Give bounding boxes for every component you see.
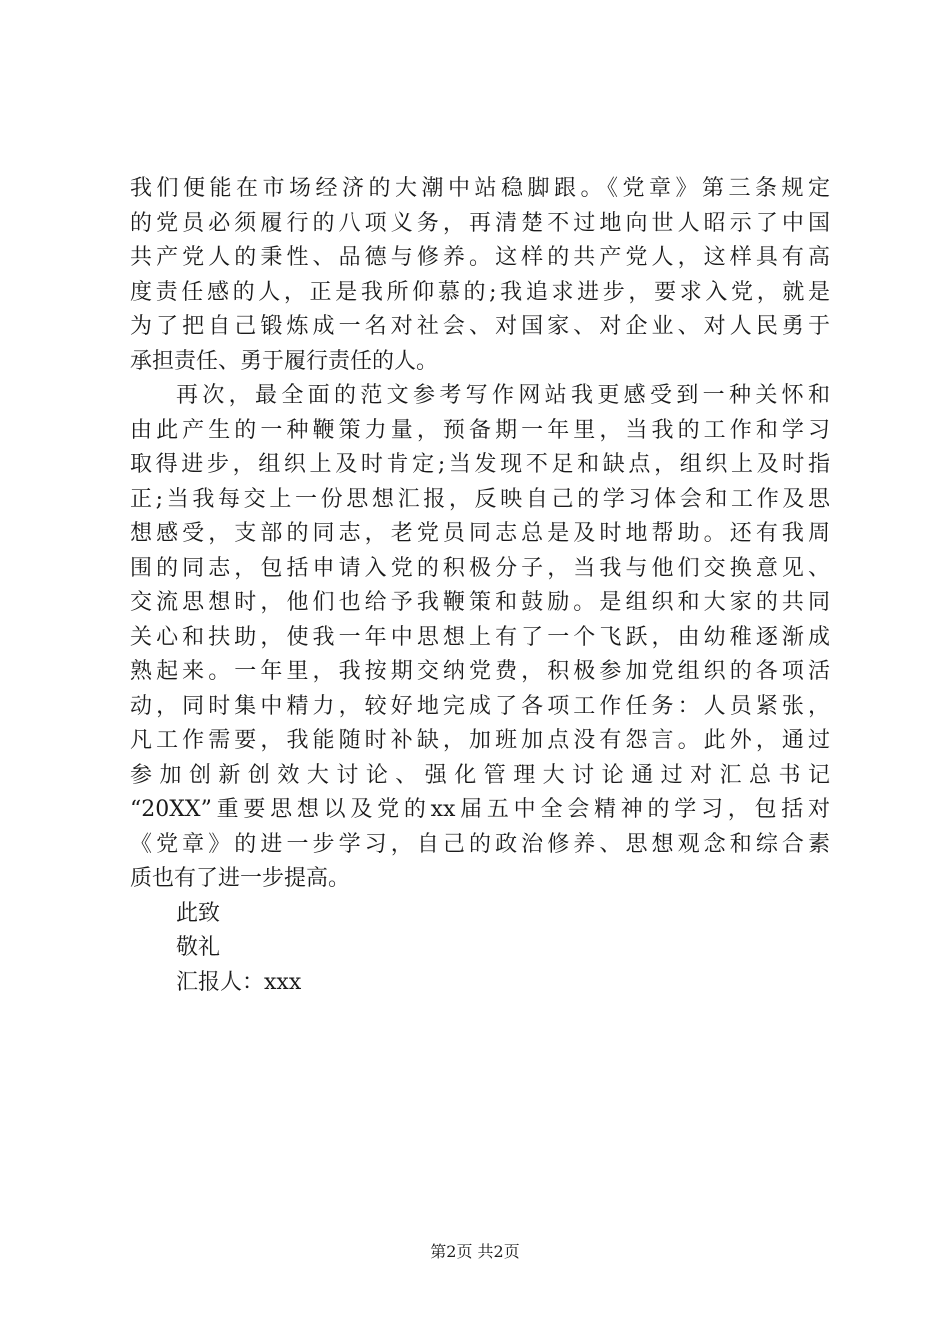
- text-line: 的党员必须履行的八项义务，再清楚不过地向世人昭示了中国: [130, 210, 830, 236]
- text-line: “20XX”重要思想以及党的xx届五中全会精神的学习，包括对: [130, 797, 830, 822]
- text-line: 共产党人的秉性、品德与修养。这样的共产党人，这样具有高: [130, 245, 830, 270]
- text-line: 质也有了进一步提高。: [130, 866, 351, 891]
- text-line: 交流思想时，他们也给予我鞭策和鼓励。是组织和大家的共同: [130, 590, 830, 615]
- text-line: 再次，最全面的范文参考写作网站我更感受到一种关怀和: [176, 383, 830, 408]
- text-line: 参加创新创效大讨论、强化管理大讨论通过对汇总书记: [130, 762, 830, 788]
- text-line: 承担责任、勇于履行责任的人。: [130, 348, 439, 374]
- text-line: 度责任感的人，正是我所仰慕的;我追求进步，要求入党，就是: [130, 279, 830, 305]
- text-line: 关心和扶助，使我一年中思想上有了一个飞跃，由幼稚逐渐成: [130, 624, 830, 650]
- page-footer: [0, 1242, 950, 1262]
- text-line: 凡工作需要，我能随时补缺，加班加点没有怨言。此外，通过: [130, 728, 830, 753]
- salutation: 此致: [176, 900, 221, 926]
- text-line: 围的同志，包括申请入党的积极分子，当我与他们交换意见、: [130, 555, 830, 581]
- text-line: 正;当我每交上一份思想汇报，反映自己的学习体会和工作及思: [130, 486, 830, 512]
- text-line: 熟起来。一年里，我按期交纳党费，积极参加党组织的各项活: [130, 659, 830, 684]
- document-body: [130, 172, 830, 1000]
- closing-block: [130, 897, 830, 1001]
- paragraph: [130, 379, 830, 897]
- text-line: 想感受，支部的同志，老党员同志总是及时地帮助。还有我周: [130, 521, 830, 546]
- text-line: 为了把自己锻炼成一名对社会、对国家、对企业、对人民勇于: [130, 314, 830, 339]
- text-line: 动，同时集中精力，较好地完成了各项工作任务：人员紧张，: [130, 693, 830, 719]
- text-line: 《党章》的进一步学习，自己的政治修养、思想观念和综合素: [130, 831, 830, 857]
- paragraph: [130, 172, 830, 379]
- text-line: 我们便能在市场经济的大潮中站稳脚跟。《党章》第三条规定: [130, 176, 830, 201]
- text-line: 取得进步，组织上及时肯定;当发现不足和缺点，组织上及时指: [130, 452, 830, 477]
- reporter-line: 汇报人：xxx: [176, 969, 302, 995]
- respect-line: 敬礼: [176, 935, 221, 960]
- text-line: 由此产生的一种鞭策力量，预备期一年里，当我的工作和学习: [130, 417, 830, 443]
- page-number: 第2页 共2页: [430, 1242, 520, 1261]
